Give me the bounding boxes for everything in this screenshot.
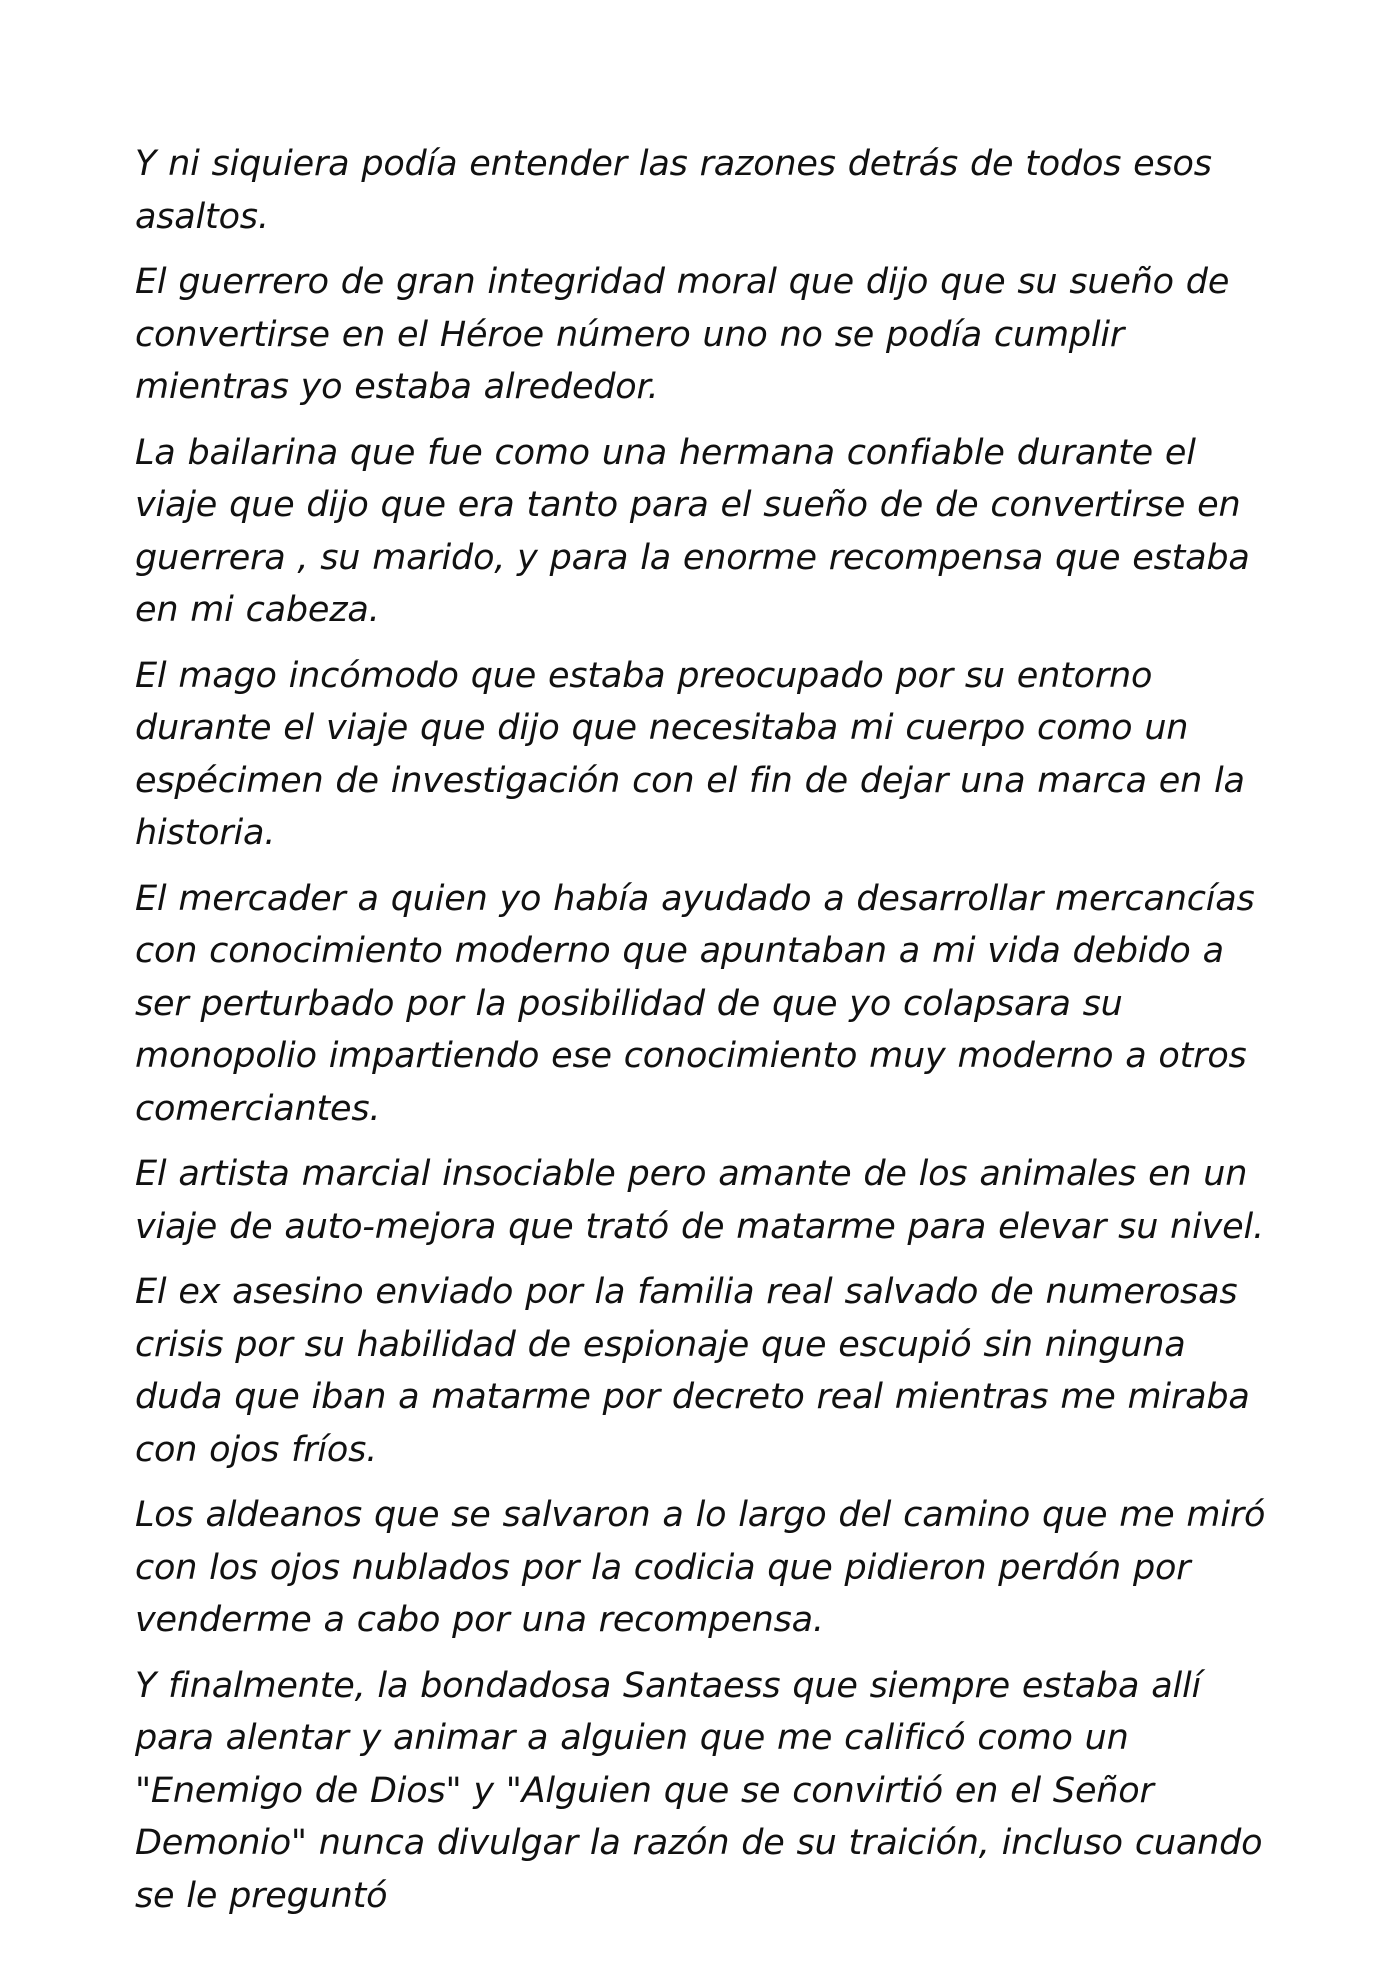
paragraph-1: Y ni siquiera podía entender las razones detrás de todos esos asaltos. xyxy=(135,144,1212,237)
paragraph-2: El guerrero de gran integridad moral que dijo que su sueño de convertirse en el Héroe número uno no se podía cumplir mientras yo estaba alrededor. xyxy=(135,262,1230,407)
paragraph-8: Los aldeanos que se salvaron a lo largo del camino que me miró con los ojos nublados por la codicia que pidieron perdón por venderme a cabo por una recompensa. xyxy=(135,1495,1266,1640)
paragraph-7: El ex asesino enviado por la familia real salvado de numerosas crisis por su habilidad de espionaje que escupió sin ninguna duda que iban a matarme por decreto real mientras me miraba con ojos fríos. xyxy=(135,1272,1250,1470)
paragraph-9: Y finalmente, la bondadosa Santaess que siempre estaba allí para alentar y animar a alguien que me calificó como un "Enemigo de Dios" y "Alguien que se convirtió en el Señor Demonio" nunca divulgar la razón de su traición, incluso cuando se le preguntó xyxy=(135,1665,1263,1916)
paragraph-3: La bailarina que fue como una hermana confiable durante el viaje que dijo que era tanto para el sueño de de convertirse en guerrera , su marido, y para la enorme recompensa que estaba en mi cabeza. xyxy=(135,432,1250,630)
paragraph-4: El mago incómodo que estaba preocupado por su entorno durante el viaje que dijo que necesitaba mi cuerpo como un espécimen de investigación con el fin de dejar una marca en la historia. xyxy=(135,655,1245,853)
paragraph-6: El artista marcial insociable pero amante de los animales en un viaje de auto-mejora que trató de matarme para elevar su nivel. xyxy=(135,1154,1264,1247)
paragraph-5: El mercader a quien yo había ayudado a desarrollar mercancías con conocimiento moderno que apuntaban a mi vida debido a ser perturbado por la posibilidad de que yo colapsara su monopolio impartiendo ese conocimiento muy moderno a otros comerciantes. xyxy=(135,878,1255,1129)
